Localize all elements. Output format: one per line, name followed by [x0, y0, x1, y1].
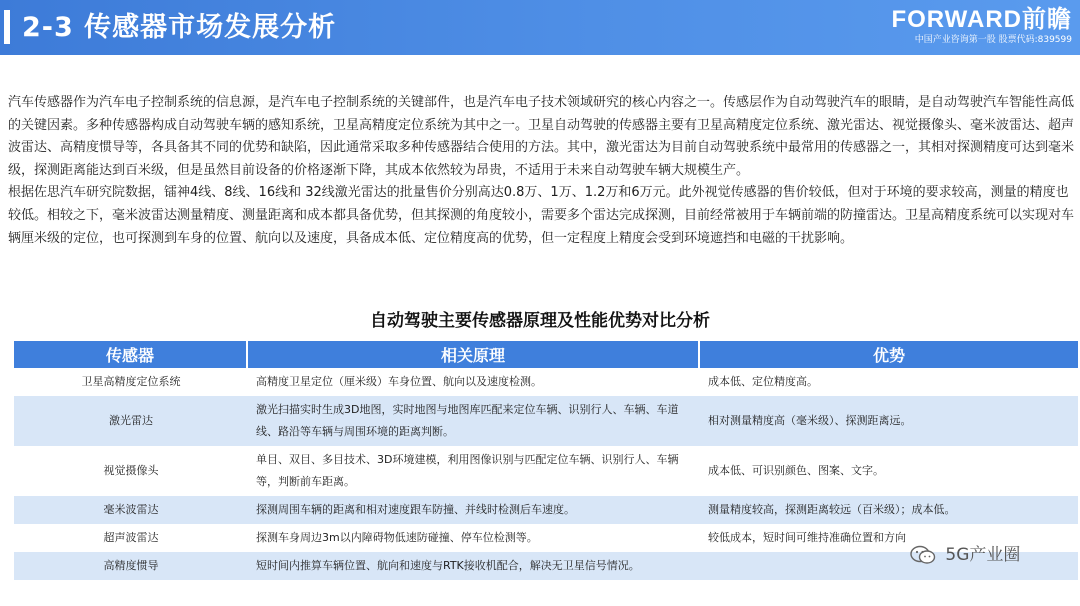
table-header-row	[14, 341, 1078, 368]
column-header-advantage: 优势	[700, 341, 1078, 368]
cell-advantage: 较低成本，短时间可维持准确位置和方向	[700, 524, 1078, 552]
table-row	[14, 368, 1078, 396]
watermark-label: 5G产业圈	[945, 545, 1021, 565]
wechat-icon	[910, 545, 936, 565]
cell-advantage: 成本低、定位精度高。	[700, 368, 1078, 396]
column-header-sensor: 传感器	[14, 341, 248, 368]
cell-sensor: 视觉摄像头	[14, 446, 248, 496]
table-row	[14, 396, 1078, 446]
cell-principle: 短时间内推算车辆位置、航向和速度与RTK接收机配合，解决无卫星信号情况。	[248, 552, 700, 580]
cell-sensor: 毫米波雷达	[14, 496, 248, 524]
body-text	[8, 92, 1074, 250]
paragraph-1: 汽车传感器作为汽车电子控制系统的信息源，是汽车电子控制系统的关键部件，也是汽车电子技术领域研究的核心内容之一。传感层作为自动驾驶汽车的眼睛，是自动驾驶汽车智能性高低的关键因素。多种传感器构成自动驾驶车辆的感知系统，卫星高精度定位系统为其中之一。卫星自动驾驶的传感器主要有卫星高精度定位系统、激光雷达、视觉摄像头、毫米波雷达、超声波雷达、高精度惯导等，各具备其不同的优势和缺陷，因此通常采取多种传感器结合使用的方法。其中，激光雷达为目前自动驾驶系统中最常用的传感器之一，其相对探测精度可达到毫米级，探测距离能达到百米级，但是虽然目前设备的价格逐渐下降，其成本依然较为昂贵，不适用于未来自动驾驶车辆大规模生产。	[8, 95, 1075, 178]
table-row	[14, 446, 1078, 496]
header-banner	[0, 0, 1080, 55]
cell-principle: 单目、双目、多目技术、3D环境建模，利用图像识别与匹配定位车辆、识别行人、车辆等，判断前车距离。	[248, 446, 700, 496]
watermark-badge	[910, 535, 1070, 575]
cell-principle: 探测车身周边3m以内障碍物低速防碰撞、停车位检测等。	[248, 524, 700, 552]
paragraph-2: 根据佐思汽车研究院数据，镭神4线、8线、16线和 32线激光雷达的批量售价分别高达0.8万、1万、1.2万和6万元。此外视觉传感器的售价较低，但对于环境的要求较高，测量的精度也较低。相较之下，毫米波雷达测量精度、测量距离和成本都具备优势，但其探测的角度较小，需要多个雷达完成探测，目前经常被用于车辆前端的防撞雷达。卫星高精度系统可以实现对车辆厘米级的定位，也可探测到车身的位置、航向以及速度，具备成本低、定位精度高的优势，但一定程度上精度会受到环境遮挡和电磁的干扰影响。	[8, 185, 1075, 246]
cell-sensor: 卫星高精度定位系统	[14, 368, 248, 396]
table-row	[14, 496, 1078, 524]
cell-advantage: 测量精度较高，探测距离较远（百米级）；成本低。	[700, 496, 1078, 524]
cell-sensor: 超声波雷达	[14, 524, 248, 552]
cell-advantage: 相对测量精度高（毫米级）、探测距离远。	[700, 396, 1078, 446]
cell-principle: 探测周围车辆的距离和相对速度跟车防撞、并线时检测后车速度。	[248, 496, 700, 524]
cell-sensor: 高精度惯导	[14, 552, 248, 580]
cell-principle: 激光扫描实时生成3D地图，实时地图与地图库匹配来定位车辆、识别行人、车辆、车道线、路沿等车辆与周围环境的距离判断。	[248, 396, 700, 446]
cell-principle: 高精度卫星定位（厘米级）车身位置、航向以及速度检测。	[248, 368, 700, 396]
brand-name: FORWARD前瞻	[891, 6, 1072, 33]
header-accent-bar	[4, 10, 10, 44]
table-title: 自动驾驶主要传感器原理及性能优势对比分析	[370, 311, 710, 331]
cell-advantage: 成本低、可识别颜色、图案、文字。	[700, 446, 1078, 496]
brand-logo	[872, 6, 1072, 46]
page-title: 2-3 传感器市场发展分析	[22, 12, 337, 43]
cell-sensor: 激光雷达	[14, 396, 248, 446]
brand-tagline: 中国产业咨询第一股 股票代码:839599	[914, 35, 1072, 45]
column-header-principle: 相关原理	[248, 341, 700, 368]
